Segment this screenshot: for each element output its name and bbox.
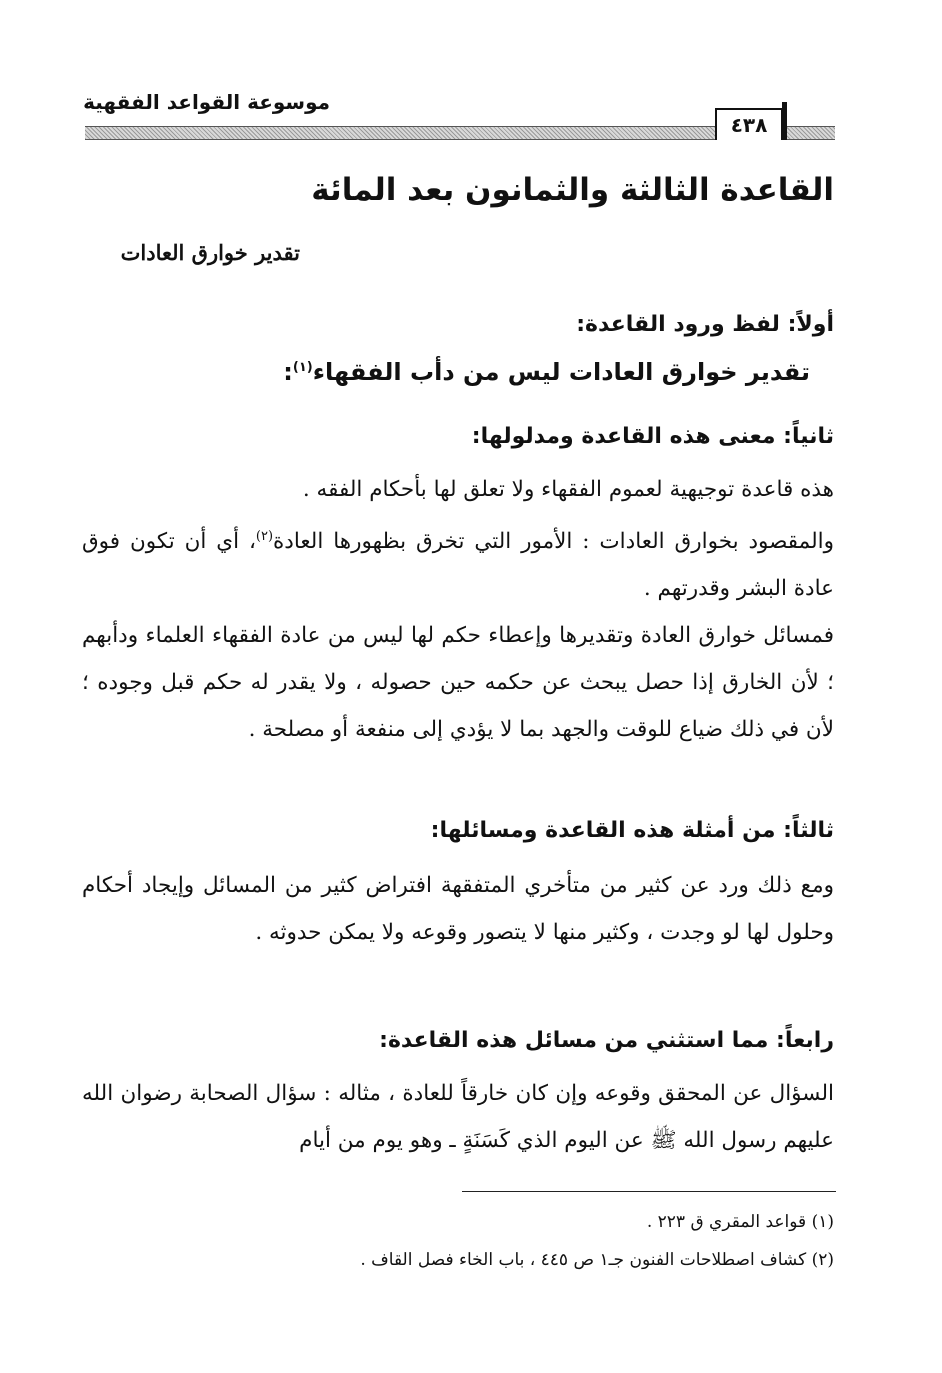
- rule-statement-text: تقدير خوارق العادات ليس من دأب الفقهاء: [312, 358, 810, 386]
- section3-paragraph-1: ومع ذلك ورد عن كثير من متأخري المتفقهة افتراض كثير من المسائل وإيجاد أحكام وحلول لها لو وجدت ، وكثير منها لا يتصور وقوعه ولا يمكن حدوثه .: [82, 873, 834, 945]
- section2-heading: ثانياً: معنى هذه القاعدة ومدلولها:: [471, 424, 834, 449]
- section1-heading: أولاً: لفظ ورود القاعدة:: [576, 312, 834, 337]
- footnote-1: (١) قواعد المقري ق ٢٢٣ .: [646, 1212, 834, 1232]
- section3-body: [82, 862, 834, 956]
- running-header-title: موسوعة القواعد الفقهية: [83, 90, 330, 114]
- footnote-separator: [462, 1191, 836, 1192]
- section4-paragraph-1: السؤال عن المحقق وقوعه وإن كان خارقاً للعادة ، مثاله : سؤال الصحابة رضوان الله عليهم رسول الله ﷺ عن اليوم الذي كَسَنَةٍ ـ وهو يوم من أيام: [82, 1081, 834, 1153]
- rule-title: القاعدة الثالثة والثمانون بعد المائة: [311, 172, 834, 208]
- footnote-ref-2: (٢): [255, 529, 274, 544]
- section2-p2-end: ، أي أن تكون فوق عادة البشر وقدرتهم .: [82, 529, 834, 602]
- section2-paragraph-2: [82, 513, 834, 612]
- rule-statement: [60, 358, 810, 386]
- section2-paragraph-1: هذه قاعدة توجيهية لعموم الفقهاء ولا تعلق لها بأحكام الفقه .: [302, 477, 834, 502]
- section2-p2-start: والمقصود بخوارق العادات : الأمور التي تخرق بظهورها العادة: [273, 529, 834, 555]
- section2-body: [82, 466, 834, 753]
- rule-statement-colon: :: [283, 358, 293, 386]
- header-tick-mark: [782, 102, 787, 140]
- section4-heading: رابعاً: مما استثني من مسائل هذه القاعدة:: [379, 1028, 834, 1053]
- footnote-ref-1: (١): [292, 360, 313, 375]
- section2-paragraph-3: فمسائل خوارق العادة وتقديرها وإعطاء حكم لها ليس من عادة الفقهاء العلماء ودأبهم ؛ لأن الخارق إذا حصل يبحث عن حكمه حين حصوله ، ولا يقدر له حكم قبل وجوده ؛ لأن في ذلك ضياع للوقت والجهد بما لا يؤدي إلى منفعة أو مصلحة .: [82, 623, 834, 743]
- section3-heading: ثالثاً: من أمثلة هذه القاعدة ومسائلها:: [430, 818, 834, 843]
- section4-body: [82, 1070, 834, 1164]
- footnote-2: (٢) كشاف اصطلاحات الفنون جـ١ ص ٤٤٥ ، باب الخاء فصل القاف .: [360, 1250, 834, 1270]
- page-number: ٤٣٨: [715, 108, 783, 140]
- rule-subtitle: تقدير خوارق العادات: [120, 240, 300, 265]
